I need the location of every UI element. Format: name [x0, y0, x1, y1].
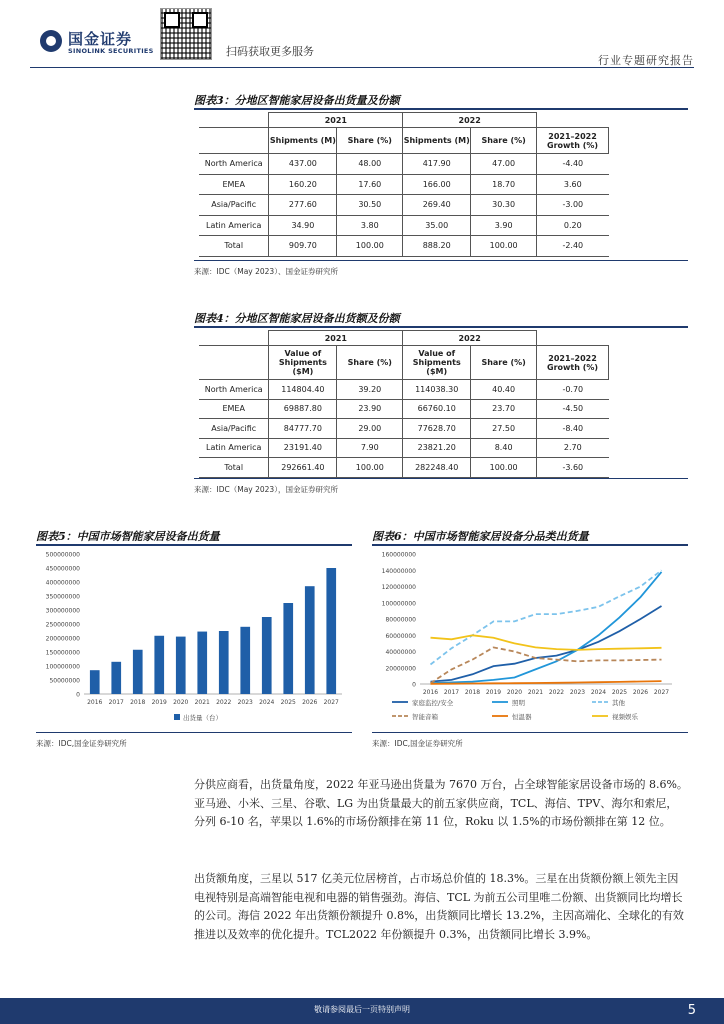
header-divider [30, 67, 694, 68]
fig3-cell-s22: 166.00 [403, 174, 471, 195]
fig6-x-tick-label: 2023 [569, 689, 586, 696]
fig3-col-ship-2022: Shipments (M) [403, 128, 471, 154]
fig5-x-tick-label: 2024 [259, 699, 275, 706]
fig3-title-rule [194, 108, 688, 110]
fig6-x-tick-label: 2020 [506, 689, 523, 696]
fig5-y-tick-label: 350000000 [45, 593, 80, 601]
fig5-legend-swatch [174, 714, 180, 720]
fig6-series-line [431, 635, 662, 650]
page-number: 5 [687, 1003, 696, 1018]
body-paragraph-1: 分供应商看，出货量角度，2022 年亚马逊出货量为 7670 万台，占全球智能家居设备市场的 8.6%。亚马逊、小米、三星、谷歌、LG 为出货量最大的前五家供应商，TCL、海信、TPV、海尔和索尼，分列 6-10 名，苹果以 1.6%的市场份额排在第 11 位，Roku 以 1.5%的市场份额排在第 12 位。 [194, 778, 688, 828]
fig4-col-value-2022: Value of Shipments ($M) [403, 346, 471, 380]
fig4-cell-g: 2.70 [537, 438, 609, 458]
fig6-x-tick-label: 2018 [464, 689, 481, 696]
fig5-y-tick-label: 100000000 [45, 663, 80, 671]
fig6-x-tick-label: 2019 [485, 689, 502, 696]
fig4-col-share-2022: Share (%) [471, 346, 537, 380]
fig4-cell-sh21: 100.00 [337, 458, 403, 478]
fig5-bar [326, 568, 336, 694]
fig3-cell-sh21: 17.60 [337, 174, 403, 195]
fig5-bar [305, 586, 315, 694]
fig3-cell-sh22: 3.90 [471, 215, 537, 236]
fig3-row [199, 174, 609, 195]
fig3-cell-region: EMEA [199, 174, 269, 195]
fig5-bar [111, 662, 121, 694]
fig6-y-tick-label: 160000000 [381, 551, 416, 559]
fig6-legend-label: 照明 [512, 699, 525, 707]
fig4-cell-sh22: 40.40 [471, 380, 537, 400]
fig6-legend-label: 其他 [612, 699, 625, 707]
fig6-y-tick-label: 40000000 [385, 649, 416, 656]
logo-text-cn: 国金证券 [68, 30, 133, 48]
fig4-source: 来源：IDC（May 2023），国金证券研究所 [194, 485, 338, 494]
fig4-cell-g: -4.50 [537, 399, 609, 419]
fig3-bottom-rule [194, 260, 688, 261]
fig4-row [199, 458, 609, 478]
fig5-y-tick-label: 300000000 [45, 607, 80, 615]
fig3-cell-sh21: 100.00 [337, 236, 403, 257]
fig6-y-tick-label: 20000000 [385, 665, 416, 673]
fig4-cell-g: -8.40 [537, 419, 609, 439]
fig4-cell-region: North America [199, 380, 269, 400]
fig3-cell-g: -3.00 [537, 195, 609, 216]
fig3-cell-sh21: 48.00 [337, 154, 403, 175]
fig6-x-tick-label: 2024 [590, 689, 607, 696]
fig5-bar [176, 637, 186, 694]
fig4-col-share-2021: Share (%) [337, 346, 403, 380]
fig3-cell-s22: 35.00 [403, 215, 471, 236]
fig6-title-rule [372, 544, 688, 546]
fig6-legend-label: 视频娱乐 [612, 713, 638, 721]
fig5-bar [283, 603, 293, 694]
fig4-cell-region: Total [199, 458, 269, 478]
fig3-cell-s21: 437.00 [269, 154, 337, 175]
fig5-y-tick-label: 150000000 [45, 649, 80, 657]
fig4-row [199, 380, 609, 400]
qr-code-icon[interactable] [160, 8, 212, 60]
fig5-bar [90, 670, 100, 694]
fig5-y-tick-label: 50000000 [49, 677, 80, 685]
fig4-cell-v21: 23191.40 [269, 438, 337, 458]
fig4-cell-v21: 292661.40 [269, 458, 337, 478]
fig3-cell-sh22: 100.00 [471, 236, 537, 257]
fig3-year-2022: 2022 [403, 113, 537, 128]
fig3-cell-g: -4.40 [537, 154, 609, 175]
fig5-legend-label: 出货量（台） [183, 714, 222, 722]
fig4-cell-v22: 282248.40 [403, 458, 471, 478]
fig5-bar-chart [36, 548, 352, 730]
fig3-col-share-2021: Share (%) [337, 128, 403, 154]
fig3-cell-s21: 277.60 [269, 195, 337, 216]
fig4-cell-region: EMEA [199, 399, 269, 419]
fig3-title: 图表3：分地区智能家居设备出货量及份额 [194, 94, 400, 107]
fig5-title: 图表5：中国市场智能家居设备出货量 [36, 530, 220, 543]
logo-icon [40, 30, 62, 52]
fig6-series-line [431, 570, 662, 664]
fig6-x-tick-label: 2027 [653, 689, 670, 696]
fig4-bottom-rule [194, 478, 688, 479]
fig5-bottom-rule [36, 732, 352, 733]
fig6-series-line [431, 606, 662, 682]
fig5-y-tick-label: 250000000 [45, 621, 80, 629]
fig6-legend-label: 家庭监控/安全 [412, 699, 454, 707]
fig5-y-tick-label: 0 [76, 691, 80, 699]
fig4-cell-sh21: 23.90 [337, 399, 403, 419]
fig6-legend-label: 恒温器 [512, 713, 532, 721]
fig4-col-value-2021: Value of Shipments ($M) [269, 346, 337, 380]
fig4-table [199, 330, 609, 478]
fig4-cell-v22: 66760.10 [403, 399, 471, 419]
fig4-cell-sh21: 29.00 [337, 419, 403, 439]
fig5-x-tick-label: 2018 [130, 699, 146, 706]
fig3-cell-s22: 417.90 [403, 154, 471, 175]
fig5-y-tick-label: 450000000 [45, 565, 80, 573]
fig3-cell-s22: 269.40 [403, 195, 471, 216]
fig5-y-tick-label: 500000000 [45, 551, 80, 559]
fig3-cell-sh22: 18.70 [471, 174, 537, 195]
fig3-cell-region: Asia/Pacific [199, 195, 269, 216]
fig4-cell-sh21: 39.20 [337, 380, 403, 400]
body-paragraph-2: 出货额角度，三星以 517 亿美元位居榜首，占市场总价值的 18.3%。三星在出货额份额上领先主因电视特别是高端智能电视和电器的销售强劲。海信、TCL 为前五公司里唯二份额、出货额同比均增长的公司。海信 2022 年出货额份额提升 0.8%，出货额同比增长 13.2%，主因高端化、全球化的有效推进以及效率的优化提升。TCL2022 年份额提升 0.3%，出货额同比增长 3.9%。 [194, 872, 684, 941]
fig4-cell-sh22: 8.40 [471, 438, 537, 458]
fig6-x-tick-label: 2022 [548, 689, 565, 696]
fig6-x-tick-label: 2017 [443, 689, 460, 696]
fig4-cell-v22: 114038.30 [403, 380, 471, 400]
fig4-title: 图表4：分地区智能家居设备出货额及份额 [194, 312, 400, 325]
fig4-cell-sh22: 100.00 [471, 458, 537, 478]
fig3-row [199, 154, 609, 175]
fig5-bar [240, 627, 250, 694]
fig5-x-tick-label: 2019 [151, 699, 167, 706]
fig3-cell-sh22: 47.00 [471, 154, 537, 175]
fig6-x-tick-label: 2025 [611, 689, 628, 696]
fig3-cell-sh21: 3.80 [337, 215, 403, 236]
fig3-year-2021: 2021 [269, 113, 403, 128]
fig4-cell-v22: 77628.70 [403, 419, 471, 439]
fig6-x-tick-label: 2021 [527, 689, 544, 696]
fig5-source: 来源：IDC,国金证券研究所 [36, 739, 127, 748]
fig3-col-share-2022: Share (%) [471, 128, 537, 154]
fig3-cell-s21: 160.20 [269, 174, 337, 195]
fig5-x-tick-label: 2022 [216, 699, 232, 706]
fig6-source: 来源：IDC,国金证券研究所 [372, 739, 463, 748]
fig6-y-tick-label: 100000000 [381, 600, 416, 608]
fig4-cell-v21: 69887.80 [269, 399, 337, 419]
fig5-bar [219, 631, 229, 694]
fig6-y-tick-label: 120000000 [381, 584, 416, 591]
fig4-cell-v22: 23821.20 [403, 438, 471, 458]
fig5-x-tick-label: 2027 [323, 699, 339, 706]
report-type: 行业专题研究报告 [598, 54, 694, 67]
fig3-cell-g: 3.60 [537, 174, 609, 195]
fig6-y-tick-label: 0 [412, 681, 416, 689]
fig4-row [199, 399, 609, 419]
fig4-cell-v21: 84777.70 [269, 419, 337, 439]
fig3-table [199, 112, 609, 257]
fig4-cell-sh21: 7.90 [337, 438, 403, 458]
fig3-cell-sh22: 30.30 [471, 195, 537, 216]
fig3-cell-s21: 909.70 [269, 236, 337, 257]
fig3-row [199, 195, 609, 216]
fig6-bottom-rule [372, 732, 688, 733]
qr-caption: 扫码获取更多服务 [226, 45, 314, 58]
fig4-cell-sh22: 23.70 [471, 399, 537, 419]
fig6-legend-label: 智能音箱 [412, 713, 438, 721]
fig6-title: 图表6：中国市场智能家居设备分品类出货量 [372, 530, 589, 543]
fig5-x-tick-label: 2021 [194, 699, 210, 706]
fig3-cell-region: North America [199, 154, 269, 175]
fig4-row [199, 438, 609, 458]
fig4-year-2021: 2021 [269, 331, 403, 346]
fig3-cell-g: -2.40 [537, 236, 609, 257]
fig3-col-ship-2021: Shipments (M) [269, 128, 337, 154]
fig6-y-tick-label: 80000000 [385, 616, 416, 624]
fig5-bar [197, 632, 207, 694]
fig6-x-tick-label: 2016 [422, 689, 439, 696]
fig3-row [199, 236, 609, 257]
fig4-cell-g: -3.60 [537, 458, 609, 478]
fig4-year-2022: 2022 [403, 331, 537, 346]
fig4-cell-v21: 114804.40 [269, 380, 337, 400]
fig3-cell-region: Latin America [199, 215, 269, 236]
fig4-cell-sh22: 27.50 [471, 419, 537, 439]
fig3-row [199, 215, 609, 236]
fig5-x-tick-label: 2017 [108, 699, 124, 706]
fig3-source: 来源：IDC（May 2023）、国金证券研究所 [194, 267, 338, 276]
fig4-title-rule [194, 326, 688, 328]
fig5-x-tick-label: 2023 [237, 699, 253, 706]
fig4-col-growth: 2021–2022 Growth (%) [537, 346, 609, 380]
fig5-title-rule [36, 544, 352, 546]
fig3-cell-g: 0.20 [537, 215, 609, 236]
fig5-bar [262, 617, 272, 694]
fig6-x-tick-label: 2026 [632, 689, 649, 696]
fig5-x-tick-label: 2025 [280, 699, 296, 706]
fig5-bar [154, 636, 164, 694]
fig5-x-tick-label: 2026 [302, 699, 318, 706]
fig6-y-tick-label: 60000000 [385, 632, 416, 640]
fig5-y-tick-label: 200000000 [45, 635, 80, 643]
fig5-x-tick-label: 2016 [87, 699, 103, 706]
fig3-cell-sh21: 30.50 [337, 195, 403, 216]
fig3-cell-s21: 34.90 [269, 215, 337, 236]
fig6-y-tick-label: 140000000 [381, 567, 416, 575]
fig3-cell-s22: 888.20 [403, 236, 471, 257]
fig4-cell-region: Asia/Pacific [199, 419, 269, 439]
fig5-y-tick-label: 400000000 [45, 579, 80, 587]
fig4-cell-g: -0.70 [537, 380, 609, 400]
fig5-bar [133, 650, 143, 694]
footer-disclaimer[interactable]: 敬请参阅最后一页特别声明 [314, 1005, 410, 1014]
fig6-line-chart [372, 548, 688, 730]
fig3-col-growth: 2021–2022 Growth (%) [537, 128, 609, 154]
fig3-cell-region: Total [199, 236, 269, 257]
fig5-x-tick-label: 2020 [173, 699, 189, 706]
fig4-row [199, 419, 609, 439]
fig4-cell-region: Latin America [199, 438, 269, 458]
logo-text-en: SINOLINK SECURITIES [68, 47, 154, 55]
